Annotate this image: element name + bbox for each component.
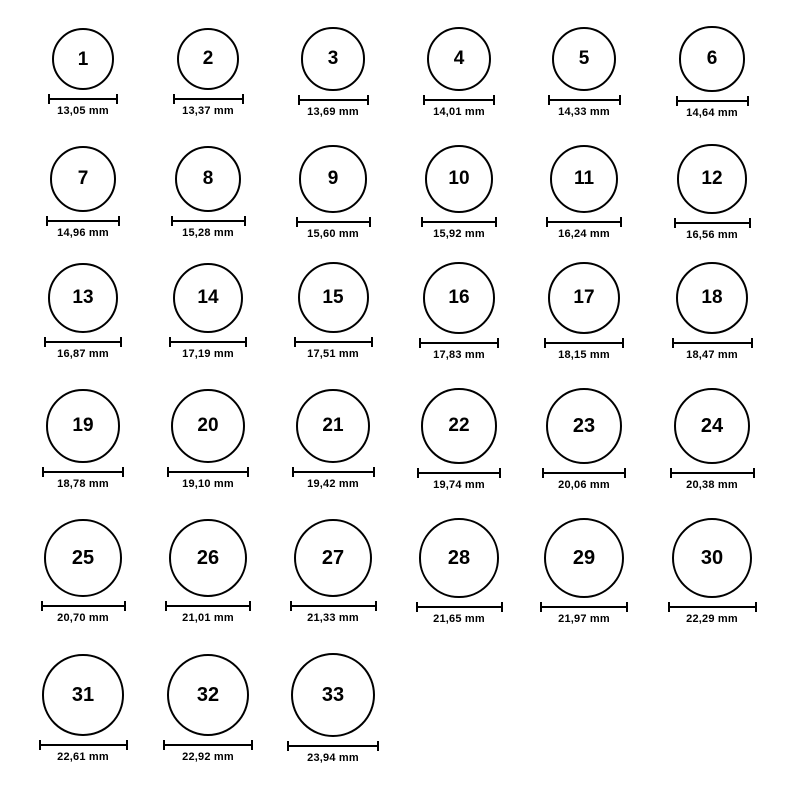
ring-circle bbox=[298, 262, 369, 333]
ring-size-number: 32 bbox=[196, 683, 220, 706]
measure-line bbox=[540, 606, 628, 608]
ring-size-number: 25 bbox=[71, 546, 95, 569]
ring-circle bbox=[52, 28, 114, 90]
measure-cap-left bbox=[416, 602, 418, 612]
measure-line bbox=[417, 472, 501, 474]
measure-line bbox=[421, 221, 497, 223]
diameter-label: 13,37 mm bbox=[182, 105, 234, 118]
measure-line bbox=[173, 98, 244, 100]
diameter-measure-bar bbox=[48, 94, 118, 104]
diameter-measure-bar bbox=[542, 468, 626, 478]
ring-size-number: 16 bbox=[448, 287, 470, 309]
ring-size-item bbox=[657, 518, 767, 626]
ring-circle bbox=[301, 27, 364, 90]
diameter-measure-bar bbox=[294, 337, 373, 347]
ring-size-item bbox=[657, 144, 767, 240]
diameter-measure-bar bbox=[298, 95, 369, 105]
diameter-label: 16,87 mm bbox=[57, 347, 109, 360]
ring-size-number: 17 bbox=[573, 287, 595, 309]
measure-cap-right bbox=[245, 337, 247, 347]
ring-circle bbox=[177, 28, 240, 91]
diameter-measure-bar bbox=[670, 468, 755, 478]
ring-size-number: 21 bbox=[322, 415, 344, 437]
measure-cap-left bbox=[421, 217, 423, 227]
ring-size-item bbox=[153, 654, 263, 763]
ring-size-item bbox=[404, 145, 514, 240]
ring-size-item bbox=[278, 389, 388, 491]
diameter-label: 20,38 mm bbox=[686, 479, 738, 492]
measure-cap-right bbox=[493, 95, 495, 105]
measure-line bbox=[298, 99, 369, 101]
diameter-label: 14,01 mm bbox=[433, 105, 485, 118]
diameter-measure-bar bbox=[167, 467, 249, 477]
diameter-measure-bar bbox=[548, 95, 621, 105]
measure-cap-left bbox=[542, 468, 544, 478]
ring-size-item bbox=[278, 519, 388, 625]
ring-size-item bbox=[404, 388, 514, 491]
ring-size-number: 5 bbox=[578, 48, 590, 70]
measure-cap-right bbox=[367, 95, 369, 105]
ring-size-item bbox=[657, 388, 767, 492]
measure-cap-right bbox=[626, 602, 628, 612]
measure-cap-right bbox=[371, 337, 373, 347]
ring-size-item bbox=[657, 262, 767, 362]
measure-cap-left bbox=[298, 95, 300, 105]
diameter-measure-bar bbox=[173, 94, 244, 104]
ring-size-item bbox=[278, 27, 388, 117]
diameter-label: 17,19 mm bbox=[182, 348, 234, 361]
measure-cap-left bbox=[674, 218, 676, 228]
ring-circle bbox=[425, 145, 493, 213]
diameter-label: 14,96 mm bbox=[57, 226, 109, 239]
diameter-measure-bar bbox=[672, 338, 753, 348]
measure-line bbox=[423, 99, 495, 101]
measure-cap-right bbox=[499, 468, 501, 478]
ring-circle bbox=[546, 388, 622, 464]
ring-size-item bbox=[657, 26, 767, 118]
measure-line bbox=[542, 472, 626, 474]
diameter-label: 18,78 mm bbox=[57, 477, 109, 490]
diameter-label: 15,28 mm bbox=[182, 227, 234, 240]
measure-line bbox=[668, 606, 757, 608]
ring-size-number: 18 bbox=[701, 287, 723, 309]
measure-line bbox=[42, 471, 124, 473]
measure-line bbox=[676, 100, 749, 102]
measure-cap-left bbox=[163, 740, 165, 750]
diameter-measure-bar bbox=[544, 338, 624, 348]
diameter-measure-bar bbox=[416, 602, 503, 612]
ring-circle bbox=[48, 263, 118, 333]
measure-line bbox=[672, 342, 753, 344]
ring-circle bbox=[550, 145, 618, 213]
diameter-label: 22,29 mm bbox=[686, 613, 738, 626]
measure-cap-right bbox=[622, 338, 624, 348]
measure-cap-right bbox=[497, 338, 499, 348]
diameter-label: 16,24 mm bbox=[558, 228, 610, 241]
diameter-measure-bar bbox=[163, 740, 253, 750]
diameter-label: 18,15 mm bbox=[558, 349, 610, 362]
ring-circle bbox=[167, 654, 249, 736]
ring-size-number: 4 bbox=[453, 48, 465, 70]
ring-size-number: 8 bbox=[202, 168, 214, 190]
measure-line bbox=[292, 471, 375, 473]
diameter-measure-bar bbox=[676, 96, 749, 106]
measure-cap-right bbox=[501, 602, 503, 612]
measure-cap-right bbox=[251, 740, 253, 750]
ring-circle bbox=[421, 388, 497, 464]
diameter-measure-bar bbox=[417, 468, 501, 478]
ring-circle bbox=[679, 26, 744, 91]
diameter-label: 17,51 mm bbox=[307, 348, 359, 361]
ring-size-item bbox=[278, 145, 388, 239]
ring-size-number: 22 bbox=[448, 415, 470, 437]
ring-circle bbox=[419, 518, 498, 597]
diameter-label: 15,92 mm bbox=[433, 227, 485, 240]
diameter-label: 19,42 mm bbox=[307, 478, 359, 491]
measure-line bbox=[296, 221, 371, 223]
measure-cap-left bbox=[165, 601, 167, 611]
ring-size-number: 23 bbox=[572, 414, 596, 437]
ring-size-item bbox=[153, 146, 263, 240]
diameter-measure-bar bbox=[44, 337, 122, 347]
measure-line bbox=[546, 221, 622, 223]
measure-cap-right bbox=[244, 216, 246, 226]
measure-line bbox=[670, 472, 755, 474]
measure-line bbox=[167, 471, 249, 473]
measure-cap-right bbox=[619, 95, 621, 105]
measure-cap-left bbox=[287, 741, 289, 751]
diameter-label: 21,97 mm bbox=[558, 613, 610, 625]
ring-size-number: 28 bbox=[447, 546, 471, 569]
diameter-label: 20,06 mm bbox=[558, 479, 610, 492]
ring-circle bbox=[677, 144, 746, 213]
ring-circle bbox=[173, 263, 243, 333]
ring-circle bbox=[427, 27, 491, 91]
measure-cap-left bbox=[42, 467, 44, 477]
ring-circle bbox=[552, 27, 617, 92]
ring-size-item bbox=[278, 653, 388, 764]
measure-line bbox=[287, 745, 379, 747]
ring-circle bbox=[44, 519, 121, 596]
ring-circle bbox=[50, 146, 116, 212]
ring-size-number: 9 bbox=[327, 168, 339, 190]
diameter-measure-bar bbox=[290, 601, 377, 611]
measure-line bbox=[41, 605, 126, 607]
measure-cap-right bbox=[373, 467, 375, 477]
ring-size-item bbox=[28, 263, 138, 360]
measure-cap-left bbox=[169, 337, 171, 347]
measure-cap-right bbox=[369, 217, 371, 227]
ring-size-number: 20 bbox=[197, 415, 219, 437]
ring-size-item bbox=[529, 262, 639, 361]
measure-cap-left bbox=[672, 338, 674, 348]
diameter-label: 22,61 mm bbox=[57, 750, 109, 763]
ring-size-item bbox=[28, 654, 138, 762]
diameter-label: 21,65 mm bbox=[433, 612, 485, 625]
ring-size-item bbox=[153, 389, 263, 490]
ring-size-number: 27 bbox=[321, 546, 345, 569]
measure-cap-left bbox=[546, 217, 548, 227]
diameter-measure-bar bbox=[292, 467, 375, 477]
ring-circle bbox=[169, 519, 247, 597]
diameter-measure-bar bbox=[423, 95, 495, 105]
ring-size-item bbox=[404, 262, 514, 361]
measure-cap-left bbox=[670, 468, 672, 478]
measure-line bbox=[44, 341, 122, 343]
measure-cap-left bbox=[419, 338, 421, 348]
diameter-label: 13,05 mm bbox=[57, 105, 109, 117]
diameter-label: 19,10 mm bbox=[182, 478, 234, 491]
diameter-measure-bar bbox=[540, 602, 628, 612]
measure-line bbox=[165, 605, 251, 607]
measure-cap-left bbox=[290, 601, 292, 611]
measure-line bbox=[419, 342, 499, 344]
diameter-measure-bar bbox=[46, 216, 120, 226]
diameter-label: 18,47 mm bbox=[686, 349, 738, 362]
diameter-label: 16,56 mm bbox=[686, 228, 738, 241]
measure-line bbox=[39, 744, 128, 746]
measure-cap-left bbox=[44, 337, 46, 347]
diameter-measure-bar bbox=[421, 217, 497, 227]
diameter-measure-bar bbox=[171, 216, 246, 226]
measure-cap-left bbox=[676, 96, 678, 106]
measure-cap-right bbox=[749, 218, 751, 228]
ring-circle bbox=[676, 262, 749, 335]
measure-cap-right bbox=[495, 217, 497, 227]
measure-cap-right bbox=[118, 216, 120, 226]
ring-size-item bbox=[153, 28, 263, 118]
measure-cap-right bbox=[375, 601, 377, 611]
diameter-measure-bar bbox=[668, 602, 757, 612]
measure-cap-right bbox=[751, 338, 753, 348]
measure-line bbox=[548, 99, 621, 101]
diameter-measure-bar bbox=[287, 741, 379, 751]
measure-line bbox=[290, 605, 377, 607]
diameter-measure-bar bbox=[165, 601, 251, 611]
measure-cap-left bbox=[548, 95, 550, 105]
diameter-label: 21,33 mm bbox=[307, 612, 359, 625]
ring-size-number: 26 bbox=[196, 546, 220, 569]
ring-circle bbox=[672, 518, 753, 599]
ring-size-item bbox=[28, 519, 138, 623]
ring-size-number: 14 bbox=[197, 287, 219, 309]
diameter-label: 14,64 mm bbox=[686, 106, 738, 119]
ring-size-number: 13 bbox=[72, 287, 94, 309]
measure-cap-right bbox=[242, 94, 244, 104]
measure-cap-right bbox=[126, 740, 128, 750]
ring-size-item bbox=[28, 146, 138, 239]
ring-size-number: 2 bbox=[202, 48, 214, 70]
ring-circle bbox=[175, 146, 242, 213]
measure-cap-right bbox=[747, 96, 749, 106]
measure-cap-left bbox=[46, 216, 48, 226]
measure-cap-right bbox=[249, 601, 251, 611]
measure-cap-right bbox=[120, 337, 122, 347]
ring-size-number: 31 bbox=[71, 683, 95, 706]
measure-cap-left bbox=[294, 337, 296, 347]
ring-size-number: 3 bbox=[327, 48, 339, 70]
measure-line bbox=[544, 342, 624, 344]
ring-size-number: 30 bbox=[700, 546, 724, 569]
measure-cap-left bbox=[292, 467, 294, 477]
ring-size-item bbox=[529, 388, 639, 491]
ring-circle bbox=[171, 389, 245, 463]
measure-cap-left bbox=[296, 217, 298, 227]
measure-cap-left bbox=[544, 338, 546, 348]
measure-cap-left bbox=[167, 467, 169, 477]
ring-size-number: 6 bbox=[706, 48, 718, 70]
ring-circle bbox=[296, 389, 371, 464]
diameter-label: 23,94 mm bbox=[307, 752, 359, 764]
ring-size-item bbox=[153, 519, 263, 624]
diameter-label: 21,01 mm bbox=[182, 612, 234, 625]
measure-cap-right bbox=[753, 468, 755, 478]
diameter-label: 14,33 mm bbox=[558, 106, 610, 119]
ring-size-item bbox=[404, 27, 514, 118]
ring-circle bbox=[291, 653, 375, 737]
ring-circle bbox=[42, 654, 123, 735]
measure-cap-right bbox=[624, 468, 626, 478]
measure-cap-left bbox=[668, 602, 670, 612]
measure-cap-right bbox=[377, 741, 379, 751]
ring-circle bbox=[299, 145, 366, 212]
measure-cap-left bbox=[540, 602, 542, 612]
measure-cap-right bbox=[247, 467, 249, 477]
measure-cap-right bbox=[122, 467, 124, 477]
measure-line bbox=[163, 744, 253, 746]
ring-circle bbox=[423, 262, 495, 334]
ring-size-number: 33 bbox=[321, 684, 345, 706]
measure-cap-left bbox=[417, 468, 419, 478]
ring-size-number: 11 bbox=[573, 168, 595, 190]
diameter-label: 19,74 mm bbox=[433, 478, 485, 491]
measure-cap-right bbox=[620, 217, 622, 227]
diameter-label: 15,60 mm bbox=[307, 227, 359, 240]
diameter-measure-bar bbox=[42, 467, 124, 477]
diameter-measure-bar bbox=[546, 217, 622, 227]
ring-size-item bbox=[28, 389, 138, 490]
ring-size-number: 15 bbox=[322, 287, 344, 309]
ring-size-item bbox=[529, 145, 639, 240]
ring-size-item bbox=[529, 518, 639, 625]
ring-size-number: 7 bbox=[77, 168, 89, 190]
ring-circle bbox=[294, 519, 373, 598]
ring-size-number: 24 bbox=[700, 414, 724, 437]
measure-cap-right bbox=[124, 601, 126, 611]
measure-cap-left bbox=[173, 94, 175, 104]
ring-size-number: 10 bbox=[448, 168, 470, 190]
measure-cap-left bbox=[41, 601, 43, 611]
ring-size-number: 19 bbox=[72, 415, 94, 437]
measure-cap-right bbox=[116, 94, 118, 104]
diameter-measure-bar bbox=[674, 218, 751, 228]
measure-cap-left bbox=[48, 94, 50, 104]
diameter-measure-bar bbox=[41, 601, 126, 611]
diameter-measure-bar bbox=[39, 740, 128, 750]
ring-size-number: 12 bbox=[701, 168, 723, 190]
ring-size-item bbox=[529, 27, 639, 119]
ring-circle bbox=[46, 389, 120, 463]
measure-line bbox=[169, 341, 247, 343]
diameter-label: 22,92 mm bbox=[182, 750, 234, 763]
measure-cap-left bbox=[39, 740, 41, 750]
diameter-label: 13,69 mm bbox=[307, 105, 359, 118]
measure-cap-left bbox=[423, 95, 425, 105]
ring-size-item bbox=[28, 28, 138, 117]
measure-cap-right bbox=[755, 602, 757, 612]
measure-line bbox=[171, 220, 246, 222]
diameter-label: 20,70 mm bbox=[57, 611, 109, 624]
diameter-measure-bar bbox=[296, 217, 371, 227]
ring-size-item bbox=[153, 263, 263, 360]
measure-line bbox=[416, 606, 503, 608]
diameter-measure-bar bbox=[419, 338, 499, 348]
measure-line bbox=[674, 222, 751, 224]
ring-circle bbox=[548, 262, 620, 334]
measure-cap-left bbox=[171, 216, 173, 226]
diameter-label: 17,83 mm bbox=[433, 348, 485, 361]
diameter-measure-bar bbox=[169, 337, 247, 347]
measure-line bbox=[48, 98, 118, 100]
ring-size-item bbox=[404, 518, 514, 624]
ring-circle bbox=[674, 388, 751, 465]
ring-size-item bbox=[278, 262, 388, 360]
measure-line bbox=[46, 220, 120, 222]
ring-size-number: 1 bbox=[77, 48, 89, 70]
ring-size-number: 29 bbox=[572, 546, 596, 569]
ring-circle bbox=[544, 518, 624, 598]
measure-line bbox=[294, 341, 373, 343]
